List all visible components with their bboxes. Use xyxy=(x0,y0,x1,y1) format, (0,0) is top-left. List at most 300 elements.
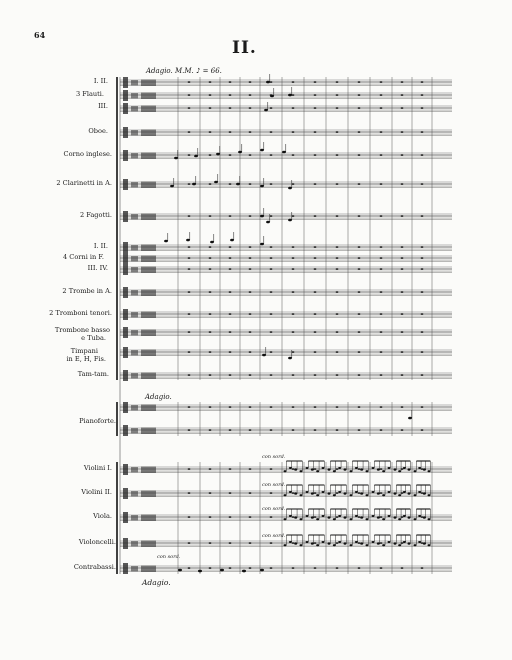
rest-mark xyxy=(314,517,316,518)
string-note-head xyxy=(394,469,397,471)
string-note-head xyxy=(408,517,411,519)
string-note-head xyxy=(328,493,331,495)
rest-mark xyxy=(249,332,251,333)
time-signature-glyph xyxy=(141,182,156,189)
rest-mark xyxy=(336,247,338,248)
note-head xyxy=(170,185,174,188)
string-note-head xyxy=(284,494,287,496)
tempo-marking-bottom: Adagio. xyxy=(142,578,171,587)
rest-mark xyxy=(292,82,294,83)
string-note-head xyxy=(394,517,397,519)
rest-mark xyxy=(209,247,211,248)
rest-mark xyxy=(292,95,294,96)
rest-mark xyxy=(188,216,190,217)
note-head xyxy=(260,185,264,188)
string-note-head xyxy=(333,494,336,496)
string-note-head xyxy=(372,541,375,543)
rest-mark xyxy=(421,95,423,96)
rest-mark xyxy=(249,314,251,315)
string-note-head xyxy=(306,541,309,543)
rest-mark xyxy=(401,292,403,293)
rest-mark xyxy=(421,82,423,83)
string-note-head xyxy=(316,494,319,496)
rest-mark xyxy=(188,430,190,431)
rest-mark xyxy=(270,258,272,259)
rest-mark xyxy=(249,430,251,431)
clef-glyph xyxy=(123,253,128,264)
clef-glyph xyxy=(123,211,128,222)
rest-mark xyxy=(249,184,251,185)
note-head xyxy=(210,241,214,244)
note-head xyxy=(174,157,178,160)
rest-mark xyxy=(270,247,272,248)
string-note-head xyxy=(377,517,380,519)
rest-mark xyxy=(209,95,211,96)
rest-mark xyxy=(421,269,423,270)
key-signature-glyph xyxy=(131,106,138,112)
key-signature-glyph xyxy=(131,491,138,497)
rest-mark xyxy=(380,517,382,518)
rest-mark xyxy=(358,95,360,96)
string-note-head xyxy=(366,544,369,546)
rest-mark xyxy=(270,216,272,217)
rest-mark xyxy=(249,568,251,569)
string-note-head xyxy=(333,544,336,546)
time-signature-glyph xyxy=(141,80,156,87)
rest-mark xyxy=(292,216,294,217)
con-sord-violoncelli: con sord. xyxy=(262,533,286,539)
rest-mark xyxy=(336,352,338,353)
string-note-head xyxy=(428,470,431,472)
rest-mark xyxy=(380,543,382,544)
rest-mark xyxy=(358,247,360,248)
rest-mark xyxy=(314,292,316,293)
rest-mark xyxy=(401,430,403,431)
tempo-marking-top: Adagio. M.M. ♪ = 66. xyxy=(146,67,222,75)
rest-mark xyxy=(336,95,338,96)
rest-mark xyxy=(314,132,316,133)
string-note-head xyxy=(414,470,417,472)
rest-mark xyxy=(421,108,423,109)
rest-mark xyxy=(380,292,382,293)
rest-mark xyxy=(292,132,294,133)
time-signature-glyph xyxy=(141,290,156,297)
rest-mark xyxy=(314,108,316,109)
time-signature-glyph xyxy=(141,428,156,435)
rest-mark xyxy=(358,258,360,259)
time-signature-glyph xyxy=(141,491,156,498)
rest-mark xyxy=(249,108,251,109)
rest-mark xyxy=(292,155,294,156)
rest-mark xyxy=(401,108,403,109)
rest-mark xyxy=(314,332,316,333)
label-contrabassi: Contrabassi. xyxy=(73,563,116,571)
string-note-head xyxy=(428,518,431,520)
rest-mark xyxy=(358,430,360,431)
string-note-head xyxy=(403,491,406,493)
string-note-head xyxy=(360,493,363,495)
rest-mark xyxy=(270,108,272,109)
string-note-head xyxy=(372,491,375,493)
key-signature-glyph xyxy=(131,373,138,379)
rest-mark xyxy=(314,269,316,270)
string-note-head xyxy=(360,517,363,519)
string-note-head xyxy=(423,543,426,545)
rest-mark xyxy=(336,292,338,293)
rest-mark xyxy=(229,314,231,315)
label-trombone-basso: Trombone basso xyxy=(54,326,110,334)
label-timpani: Timpani xyxy=(70,347,98,355)
rest-mark xyxy=(209,332,211,333)
string-note-head xyxy=(388,515,391,517)
string-note-head xyxy=(311,493,314,495)
rest-mark xyxy=(401,258,403,259)
rest-mark xyxy=(380,430,382,431)
clef-glyph xyxy=(123,512,128,523)
rest-mark xyxy=(358,375,360,376)
clef-glyph xyxy=(123,425,128,436)
note-head xyxy=(214,181,218,184)
clef-glyph xyxy=(123,563,128,574)
rest-mark xyxy=(292,314,294,315)
time-signature-glyph xyxy=(141,405,156,412)
rest-mark xyxy=(188,407,190,408)
rest-mark xyxy=(229,258,231,259)
rest-mark xyxy=(314,375,316,376)
key-signature-glyph xyxy=(131,350,138,356)
note-head xyxy=(288,187,292,190)
rest-mark xyxy=(401,314,403,315)
rest-mark xyxy=(249,469,251,470)
string-note-head xyxy=(344,469,347,471)
rest-mark xyxy=(336,216,338,217)
time-signature-glyph xyxy=(141,541,156,548)
rest-mark xyxy=(358,108,360,109)
note-head xyxy=(266,221,270,224)
clef-glyph xyxy=(123,402,128,413)
string-note-head xyxy=(300,544,303,546)
rest-mark xyxy=(229,216,231,217)
rest-mark xyxy=(314,216,316,217)
rest-mark xyxy=(336,332,338,333)
note-head xyxy=(192,183,196,186)
note-head xyxy=(288,94,292,97)
clef-glyph xyxy=(123,179,128,190)
rest-mark xyxy=(188,543,190,544)
rest-mark xyxy=(188,95,190,96)
rest-mark xyxy=(401,407,403,408)
rest-mark xyxy=(401,132,403,133)
note-head xyxy=(288,357,292,360)
label-tromboni: 2 Tromboni tenori. xyxy=(49,309,112,317)
string-note-head xyxy=(350,544,353,546)
string-note-head xyxy=(306,515,309,517)
string-note-head xyxy=(338,515,341,517)
key-signature-glyph xyxy=(131,93,138,99)
rest-mark xyxy=(249,82,251,83)
rest-mark xyxy=(421,258,423,259)
string-note-head xyxy=(289,515,292,517)
note-head xyxy=(260,215,264,218)
note-head xyxy=(238,151,242,154)
label-viola: Viola. xyxy=(93,512,112,520)
rest-mark xyxy=(358,543,360,544)
con-sord-violini-2: con sord. xyxy=(262,482,286,488)
label-timpani-tuning: in E, H, Fis. xyxy=(66,355,106,363)
string-note-head xyxy=(428,494,431,496)
key-signature-glyph xyxy=(131,130,138,136)
key-signature-glyph xyxy=(131,256,138,262)
rest-mark xyxy=(380,469,382,470)
rest-mark xyxy=(421,155,423,156)
rest-mark xyxy=(229,292,231,293)
string-note-head xyxy=(284,470,287,472)
note-head xyxy=(260,149,264,152)
clef-glyph xyxy=(123,242,128,253)
string-note-head xyxy=(316,544,319,546)
string-note-head xyxy=(311,543,314,545)
rest-mark xyxy=(249,247,251,248)
string-note-head xyxy=(355,515,358,517)
rest-mark xyxy=(358,517,360,518)
rest-mark xyxy=(229,155,231,156)
string-note-head xyxy=(366,470,369,472)
rest-mark xyxy=(421,375,423,376)
string-note-head xyxy=(388,491,391,493)
note-head xyxy=(288,219,292,222)
rest-mark xyxy=(380,269,382,270)
string-note-head xyxy=(414,544,417,546)
rest-mark xyxy=(292,269,294,270)
rest-mark xyxy=(229,108,231,109)
rest-mark xyxy=(270,407,272,408)
label-violini-2: Violini II. xyxy=(81,488,112,496)
rest-mark xyxy=(292,430,294,431)
rest-mark xyxy=(209,568,211,569)
rest-mark xyxy=(401,82,403,83)
rest-mark xyxy=(358,269,360,270)
label-clarinetti: 2 Clarinetti in A. xyxy=(56,179,112,187)
rest-mark xyxy=(314,543,316,544)
label-pianoforte: Pianoforte. xyxy=(79,417,116,425)
note-head xyxy=(164,240,168,243)
rest-mark xyxy=(270,517,272,518)
rest-mark xyxy=(188,352,190,353)
string-note-head xyxy=(398,470,401,472)
rest-mark xyxy=(314,258,316,259)
note-head xyxy=(216,153,220,156)
rest-mark xyxy=(270,352,272,353)
rest-mark xyxy=(380,247,382,248)
string-note-head xyxy=(414,494,417,496)
label-corni: 4 Corni in F. xyxy=(62,253,104,261)
rest-mark xyxy=(314,407,316,408)
note-head xyxy=(282,151,286,154)
clef-glyph xyxy=(123,327,128,338)
rest-mark xyxy=(336,517,338,518)
label-fagotti: 2 Fagotti. xyxy=(79,211,112,219)
rest-mark xyxy=(209,269,211,270)
rest-mark xyxy=(421,247,423,248)
rest-mark xyxy=(270,493,272,494)
rest-mark xyxy=(209,493,211,494)
string-note-head xyxy=(338,467,341,469)
string-note-head xyxy=(306,467,309,469)
time-signature-glyph xyxy=(141,130,156,137)
rest-mark xyxy=(380,407,382,408)
clef-glyph xyxy=(123,150,128,161)
rest-mark xyxy=(336,375,338,376)
rest-mark xyxy=(188,132,190,133)
string-note-head xyxy=(289,467,292,469)
key-signature-glyph xyxy=(131,267,138,273)
label-tuba: e Tuba. xyxy=(81,334,106,342)
rest-mark xyxy=(421,568,423,569)
rest-mark xyxy=(270,568,272,569)
string-note-head xyxy=(398,518,401,520)
string-note-head xyxy=(284,544,287,546)
string-note-head xyxy=(408,469,411,471)
rest-mark xyxy=(209,352,211,353)
label-flute-3: III. xyxy=(98,102,108,110)
rest-mark xyxy=(188,568,190,569)
time-signature-glyph xyxy=(141,214,156,221)
label-oboe: Oboe. xyxy=(88,127,108,135)
rest-mark xyxy=(336,155,338,156)
rest-mark xyxy=(292,108,294,109)
string-note-head xyxy=(423,493,426,495)
key-signature-glyph xyxy=(131,566,138,572)
string-note-head xyxy=(403,541,406,543)
rest-mark xyxy=(358,568,360,569)
rest-mark xyxy=(249,216,251,217)
rest-mark xyxy=(336,82,338,83)
string-note-head xyxy=(350,494,353,496)
rest-mark xyxy=(401,269,403,270)
rest-mark xyxy=(270,314,272,315)
label-tam-tam: Tam-tam. xyxy=(77,370,109,378)
rest-mark xyxy=(358,82,360,83)
rest-mark xyxy=(229,407,231,408)
string-note-head xyxy=(322,515,325,517)
rest-mark xyxy=(380,216,382,217)
rest-mark xyxy=(188,247,190,248)
key-signature-glyph xyxy=(131,245,138,251)
string-note-head xyxy=(366,494,369,496)
label-horn-3-4: III. IV. xyxy=(87,264,108,272)
rest-mark xyxy=(380,493,382,494)
rest-mark xyxy=(401,216,403,217)
rest-mark xyxy=(336,407,338,408)
bass-note-head xyxy=(178,569,182,572)
rest-mark xyxy=(209,132,211,133)
clef-glyph xyxy=(123,103,128,114)
rest-mark xyxy=(421,216,423,217)
label-flute-1-2: I. II. xyxy=(93,77,108,85)
rest-mark xyxy=(401,352,403,353)
rest-mark xyxy=(229,543,231,544)
rest-mark xyxy=(314,430,316,431)
string-note-head xyxy=(294,493,297,495)
string-note-head xyxy=(377,493,380,495)
rest-mark xyxy=(270,332,272,333)
string-note-head xyxy=(403,467,406,469)
rest-mark xyxy=(292,292,294,293)
rest-mark xyxy=(401,568,403,569)
rest-mark xyxy=(336,132,338,133)
clef-glyph xyxy=(123,309,128,320)
rest-mark xyxy=(209,108,211,109)
rest-mark xyxy=(188,493,190,494)
key-signature-glyph xyxy=(131,290,138,296)
rest-mark xyxy=(209,430,211,431)
rest-mark xyxy=(421,184,423,185)
string-note-head xyxy=(408,493,411,495)
rest-mark xyxy=(209,216,211,217)
string-note-head xyxy=(322,491,325,493)
rest-mark xyxy=(358,184,360,185)
rest-mark xyxy=(358,407,360,408)
key-signature-glyph xyxy=(131,428,138,434)
bass-note-head xyxy=(198,570,202,573)
string-note-head xyxy=(350,470,353,472)
time-signature-glyph xyxy=(141,153,156,160)
string-note-head xyxy=(322,467,325,469)
key-signature-glyph xyxy=(131,312,138,318)
rest-mark xyxy=(358,469,360,470)
rest-mark xyxy=(270,375,272,376)
page-number: 64 xyxy=(34,30,46,40)
clef-glyph xyxy=(123,264,128,275)
string-note-head xyxy=(423,469,426,471)
time-signature-glyph xyxy=(141,312,156,319)
string-note-head xyxy=(423,517,426,519)
rest-mark xyxy=(292,493,294,494)
rest-mark xyxy=(336,568,338,569)
string-note-head xyxy=(418,515,421,517)
string-note-head xyxy=(306,491,309,493)
rest-mark xyxy=(188,375,190,376)
rest-mark xyxy=(229,247,231,248)
rest-mark xyxy=(229,132,231,133)
con-sord-contrabassi: con sord. xyxy=(157,554,181,560)
clef-glyph xyxy=(123,347,128,358)
rest-mark xyxy=(249,155,251,156)
string-note-head xyxy=(377,469,380,471)
key-signature-glyph xyxy=(131,153,138,159)
string-note-head xyxy=(344,517,347,519)
rest-mark xyxy=(292,352,294,353)
string-note-head xyxy=(311,469,314,471)
rest-mark xyxy=(401,247,403,248)
rest-mark xyxy=(336,493,338,494)
clef-glyph xyxy=(123,90,128,101)
string-note-head xyxy=(428,544,431,546)
string-note-head xyxy=(289,491,292,493)
key-signature-glyph xyxy=(131,330,138,336)
string-note-head xyxy=(328,517,331,519)
movement-title: II. xyxy=(232,38,257,58)
rest-mark xyxy=(380,332,382,333)
rest-mark xyxy=(209,258,211,259)
string-note-head xyxy=(403,515,406,517)
string-note-head xyxy=(300,494,303,496)
rest-mark xyxy=(270,269,272,270)
string-note-head xyxy=(382,518,385,520)
string-note-head xyxy=(284,518,287,520)
rest-mark xyxy=(401,155,403,156)
string-note-head xyxy=(394,543,397,545)
